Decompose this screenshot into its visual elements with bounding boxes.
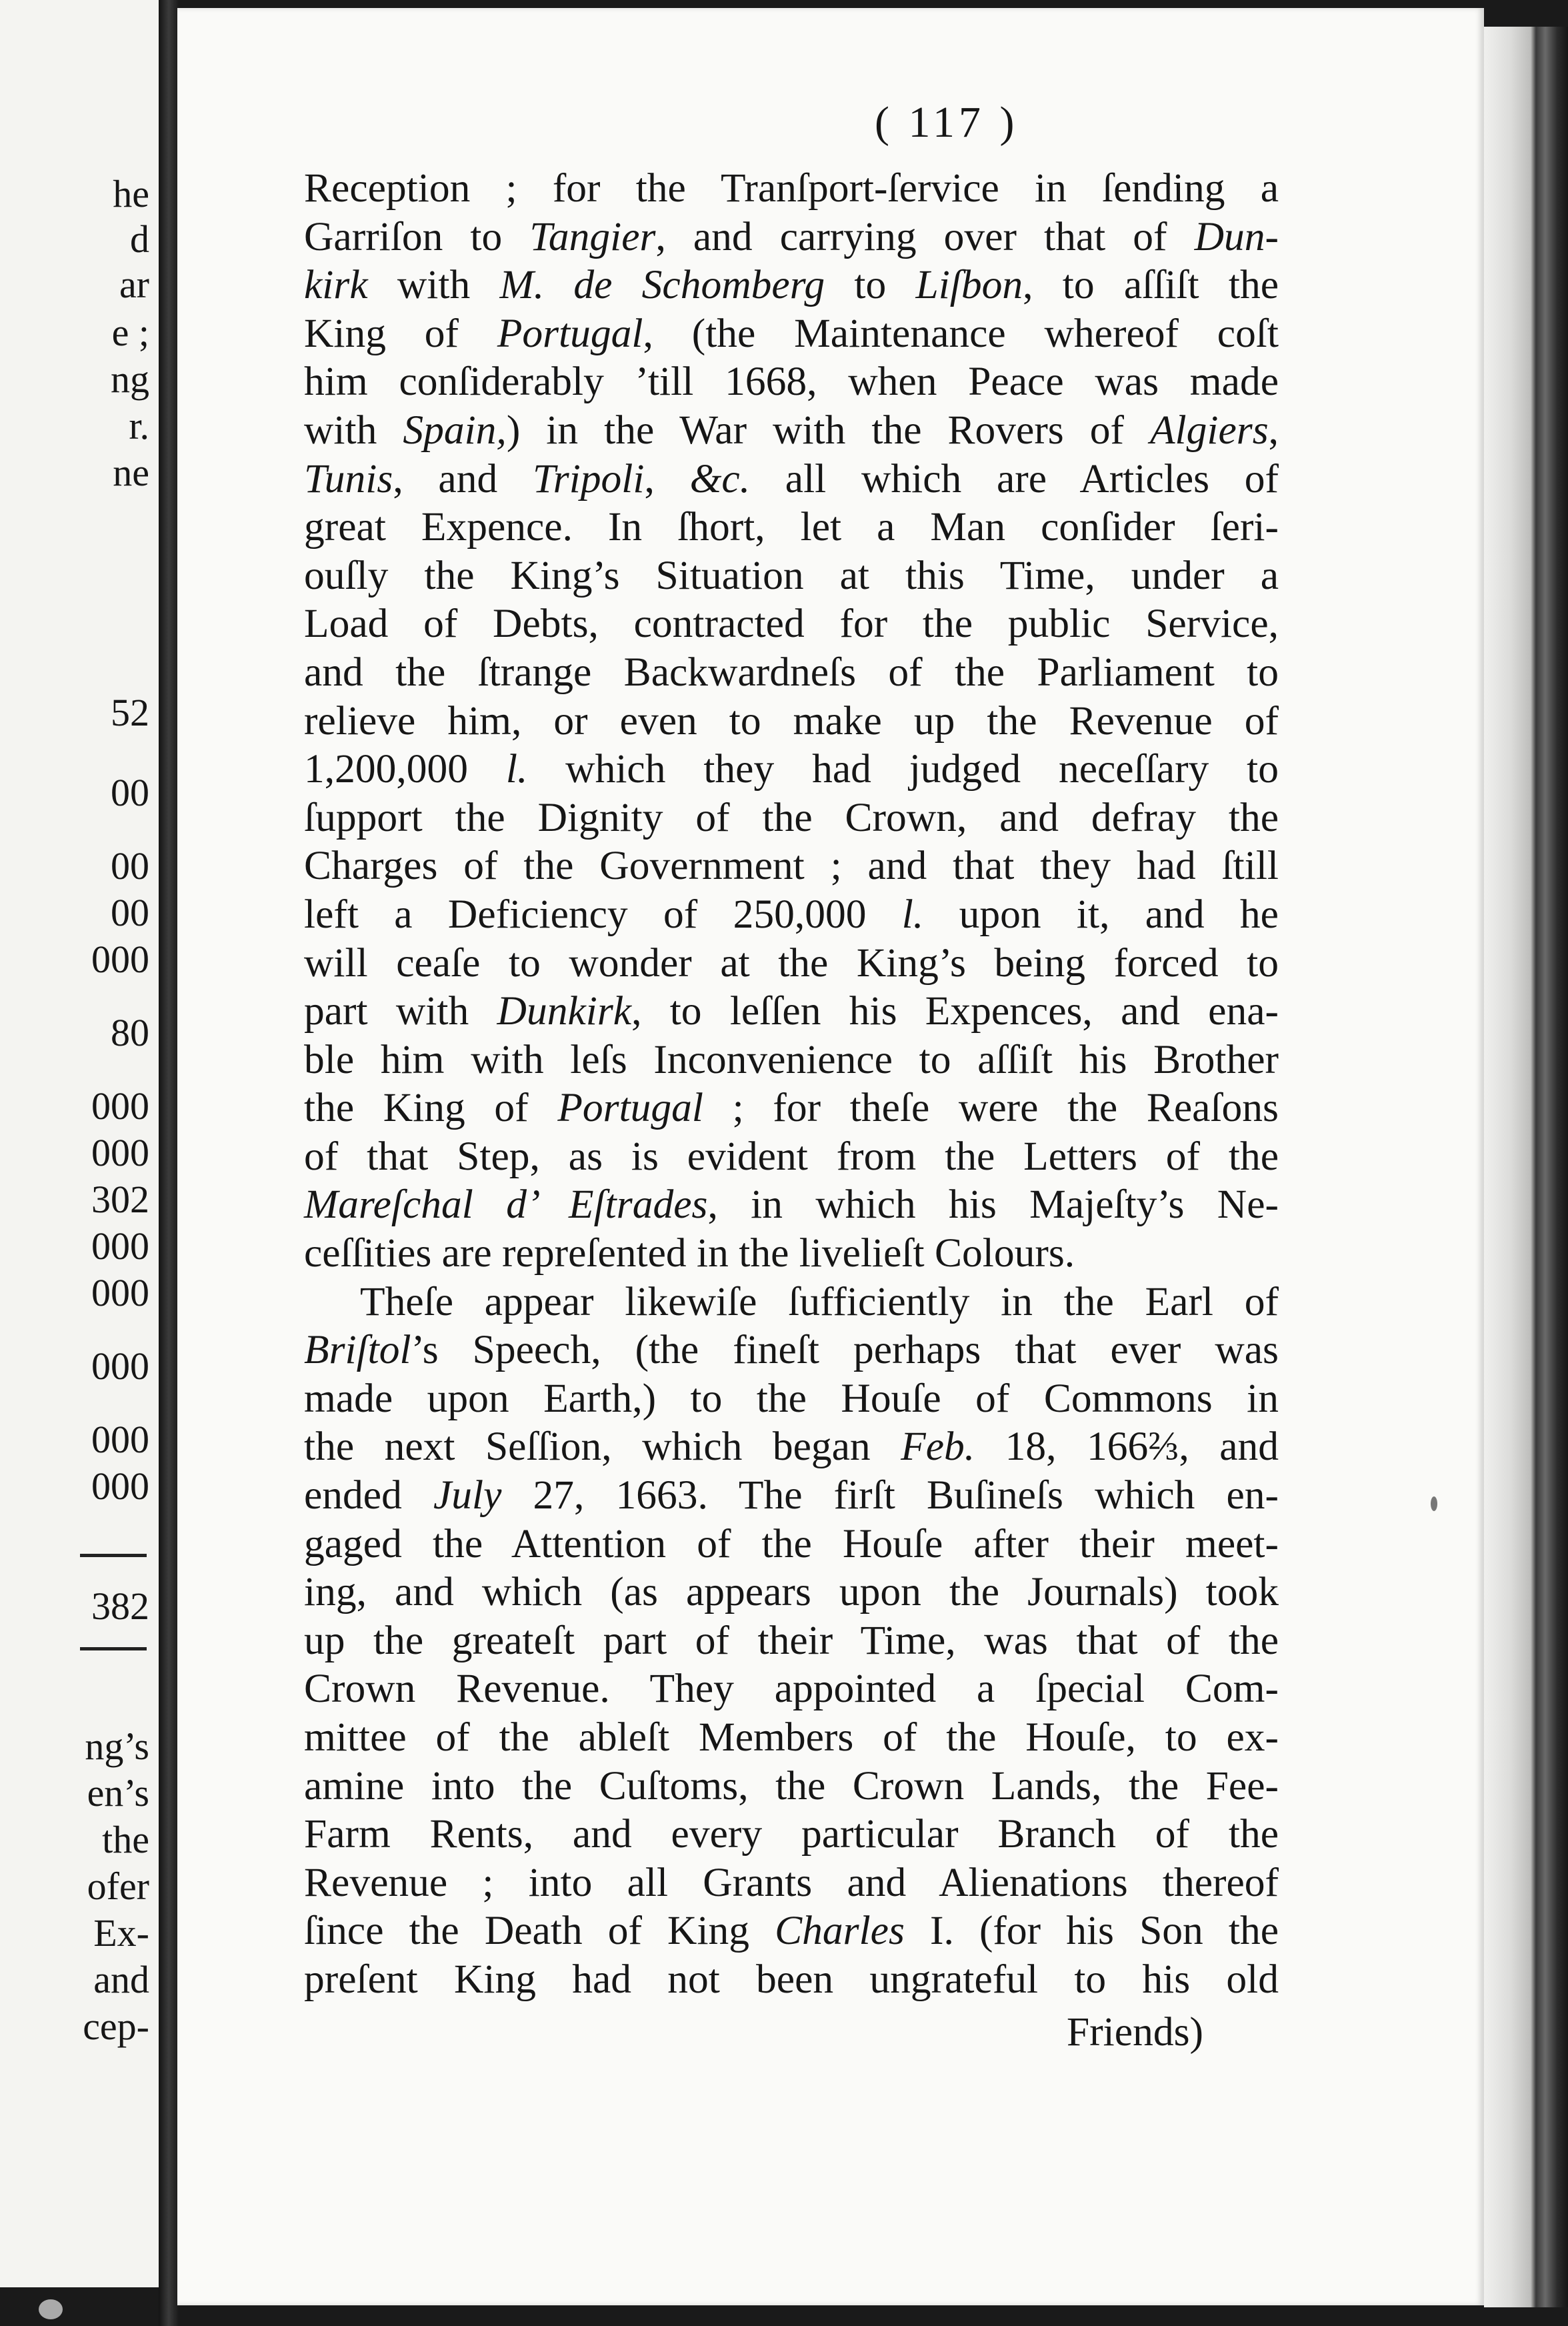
text-line: Briſtol’s Speech, (the fineſt perhaps that ever was <box>304 1327 1279 1373</box>
text-line: Tunis, and Tripoli, &c. all which are Articles of <box>304 455 1279 501</box>
text-line: ended July 27, 1663. The firſt Buſineſs which en- <box>304 1472 1279 1518</box>
facing-page-text: Ex- <box>93 1911 149 1955</box>
text-line: and the ſtrange Backwardneſs of the Parliament to <box>304 649 1279 695</box>
facing-page-text: e ; <box>111 311 149 354</box>
text-line: ble him with leſs Inconvenience to aſſiſt his Brother <box>304 1036 1279 1082</box>
text-line: ſupport the Dignity of the Crown, and defray the <box>304 794 1279 840</box>
text-line: of that Step, as is evident from the Letters of the <box>304 1133 1279 1179</box>
facing-page-text: he <box>113 172 149 215</box>
text-line: the King of Portugal ; for theſe were the Reaſons <box>304 1085 1279 1131</box>
text-line: gaged the Attention of the Houſe after their meet- <box>304 1520 1279 1566</box>
facing-page-text: 000 <box>91 1084 149 1128</box>
facing-page-fragment <box>0 0 161 2287</box>
text-line: King of Portugal, (the Maintenance whereof coſt <box>304 310 1279 356</box>
text-line: part with Dunkirk, to leſſen his Expences, and ena- <box>304 988 1279 1034</box>
facing-page-text: ar <box>119 263 149 306</box>
text-line: Load of Debts, contracted for the public Service, <box>304 601 1279 647</box>
facing-page-text: ng’s <box>85 1724 149 1768</box>
text-line: Garriſon to Tangier, and carrying over that of Dun- <box>304 213 1279 259</box>
page-edge <box>1484 27 1568 2307</box>
text-line: ceſſities are repreſented in the livelieſt Colours. <box>304 1230 1075 1276</box>
book-gutter <box>159 0 179 2326</box>
facing-page-text: en’s <box>87 1771 149 1815</box>
text-line: made upon Earth,) to the Houſe of Commons in <box>304 1375 1279 1421</box>
text-line: Crown Revenue. They appointed a ſpecial Com- <box>304 1666 1279 1712</box>
text-line: Revenue ; into all Grants and Alienations thereof <box>304 1859 1279 1905</box>
text-line: up the greateſt part of their Time, was that of the <box>304 1617 1279 1663</box>
text-line: Farm Rents, and every particular Branch of the <box>304 1811 1279 1857</box>
facing-page-text: cep- <box>83 2005 149 2048</box>
text-line: will ceaſe to wonder at the King’s being forced to <box>304 940 1279 986</box>
text-line: ing, and which (as appears upon the Journals) took <box>304 1569 1279 1615</box>
page-number: ( 117 ) <box>875 98 1019 147</box>
text-line: him conſiderably ’till 1668, when Peace was made <box>304 359 1279 405</box>
facing-page-text: 000 <box>91 1271 149 1314</box>
text-line: left a Deficiency of 250,000 l. upon it, and he <box>304 891 1279 937</box>
text-line: Theſe appear likewiſe ſufficiently in the Earl of <box>360 1278 1279 1324</box>
text-line: relieve him, or even to make up the Revenue of <box>304 698 1279 744</box>
facing-page-text: the <box>102 1818 149 1861</box>
facing-page-text: ng <box>111 357 149 401</box>
body-text <box>304 164 1279 2004</box>
text-line: Mareſchal d’ Eſtrades, in which his Majeſty’s Ne- <box>304 1182 1279 1228</box>
facing-page-text: 52 <box>111 691 149 734</box>
facing-page-text: ofer <box>87 1865 149 1908</box>
text-line: mittee of the ableſt Members of the Houſe, to ex- <box>304 1714 1279 1760</box>
facing-page-text: 00 <box>111 771 149 814</box>
facing-page-text: 000 <box>91 1131 149 1174</box>
text-line: Charges of the Government ; and that they had ſtill <box>304 843 1279 889</box>
facing-page-text: 00 <box>111 844 149 888</box>
paper-speck <box>1431 1496 1437 1511</box>
facing-page-text: ne <box>113 451 149 494</box>
facing-page-rule <box>80 1554 147 1557</box>
facing-page-text: d <box>130 217 149 261</box>
facing-page-text: 000 <box>91 1464 149 1508</box>
facing-page-text: 000 <box>91 938 149 981</box>
text-line: amine into the Cuſtoms, the Crown Lands, the Fee- <box>304 1763 1279 1809</box>
text-line: ouſly the King’s Situation at this Time, under a <box>304 552 1279 598</box>
text-line: kirk with M. de Schomberg to Liſbon, to aſſiſt the <box>304 262 1279 308</box>
facing-page-text: 302 <box>91 1178 149 1221</box>
text-line: the next Seſſion, which began Feb. 18, 166⅔, and <box>304 1424 1279 1470</box>
facing-page-rule <box>80 1647 147 1650</box>
catchword: Friends) <box>1067 2009 1203 2055</box>
facing-page-text: 000 <box>91 1418 149 1461</box>
facing-page-text: and <box>93 1958 149 2001</box>
facing-page-text: 80 <box>111 1011 149 1054</box>
text-line: Reception ; for the Tranſport-ſervice in ſending a <box>304 165 1279 211</box>
facing-page-text: 382 <box>91 1584 149 1628</box>
facing-page-text: 000 <box>91 1344 149 1388</box>
facing-page-text: r. <box>129 404 149 447</box>
text-line: ſince the Death of King Charles I. (for his Son the <box>304 1908 1279 1954</box>
text-line: 1,200,000 l. which they had judged neceſſary to <box>304 746 1279 792</box>
facing-page-text: 00 <box>111 891 149 934</box>
text-line: preſent King had not been ungrateful to his old <box>304 1956 1279 2002</box>
text-line: with Spain,) in the War with the Rovers of Algiers, <box>304 407 1279 453</box>
paper-speck <box>39 2299 63 2319</box>
facing-page-text: 000 <box>91 1224 149 1268</box>
text-line: great Expence. In ſhort, let a Man conſider ſeri- <box>304 504 1279 550</box>
